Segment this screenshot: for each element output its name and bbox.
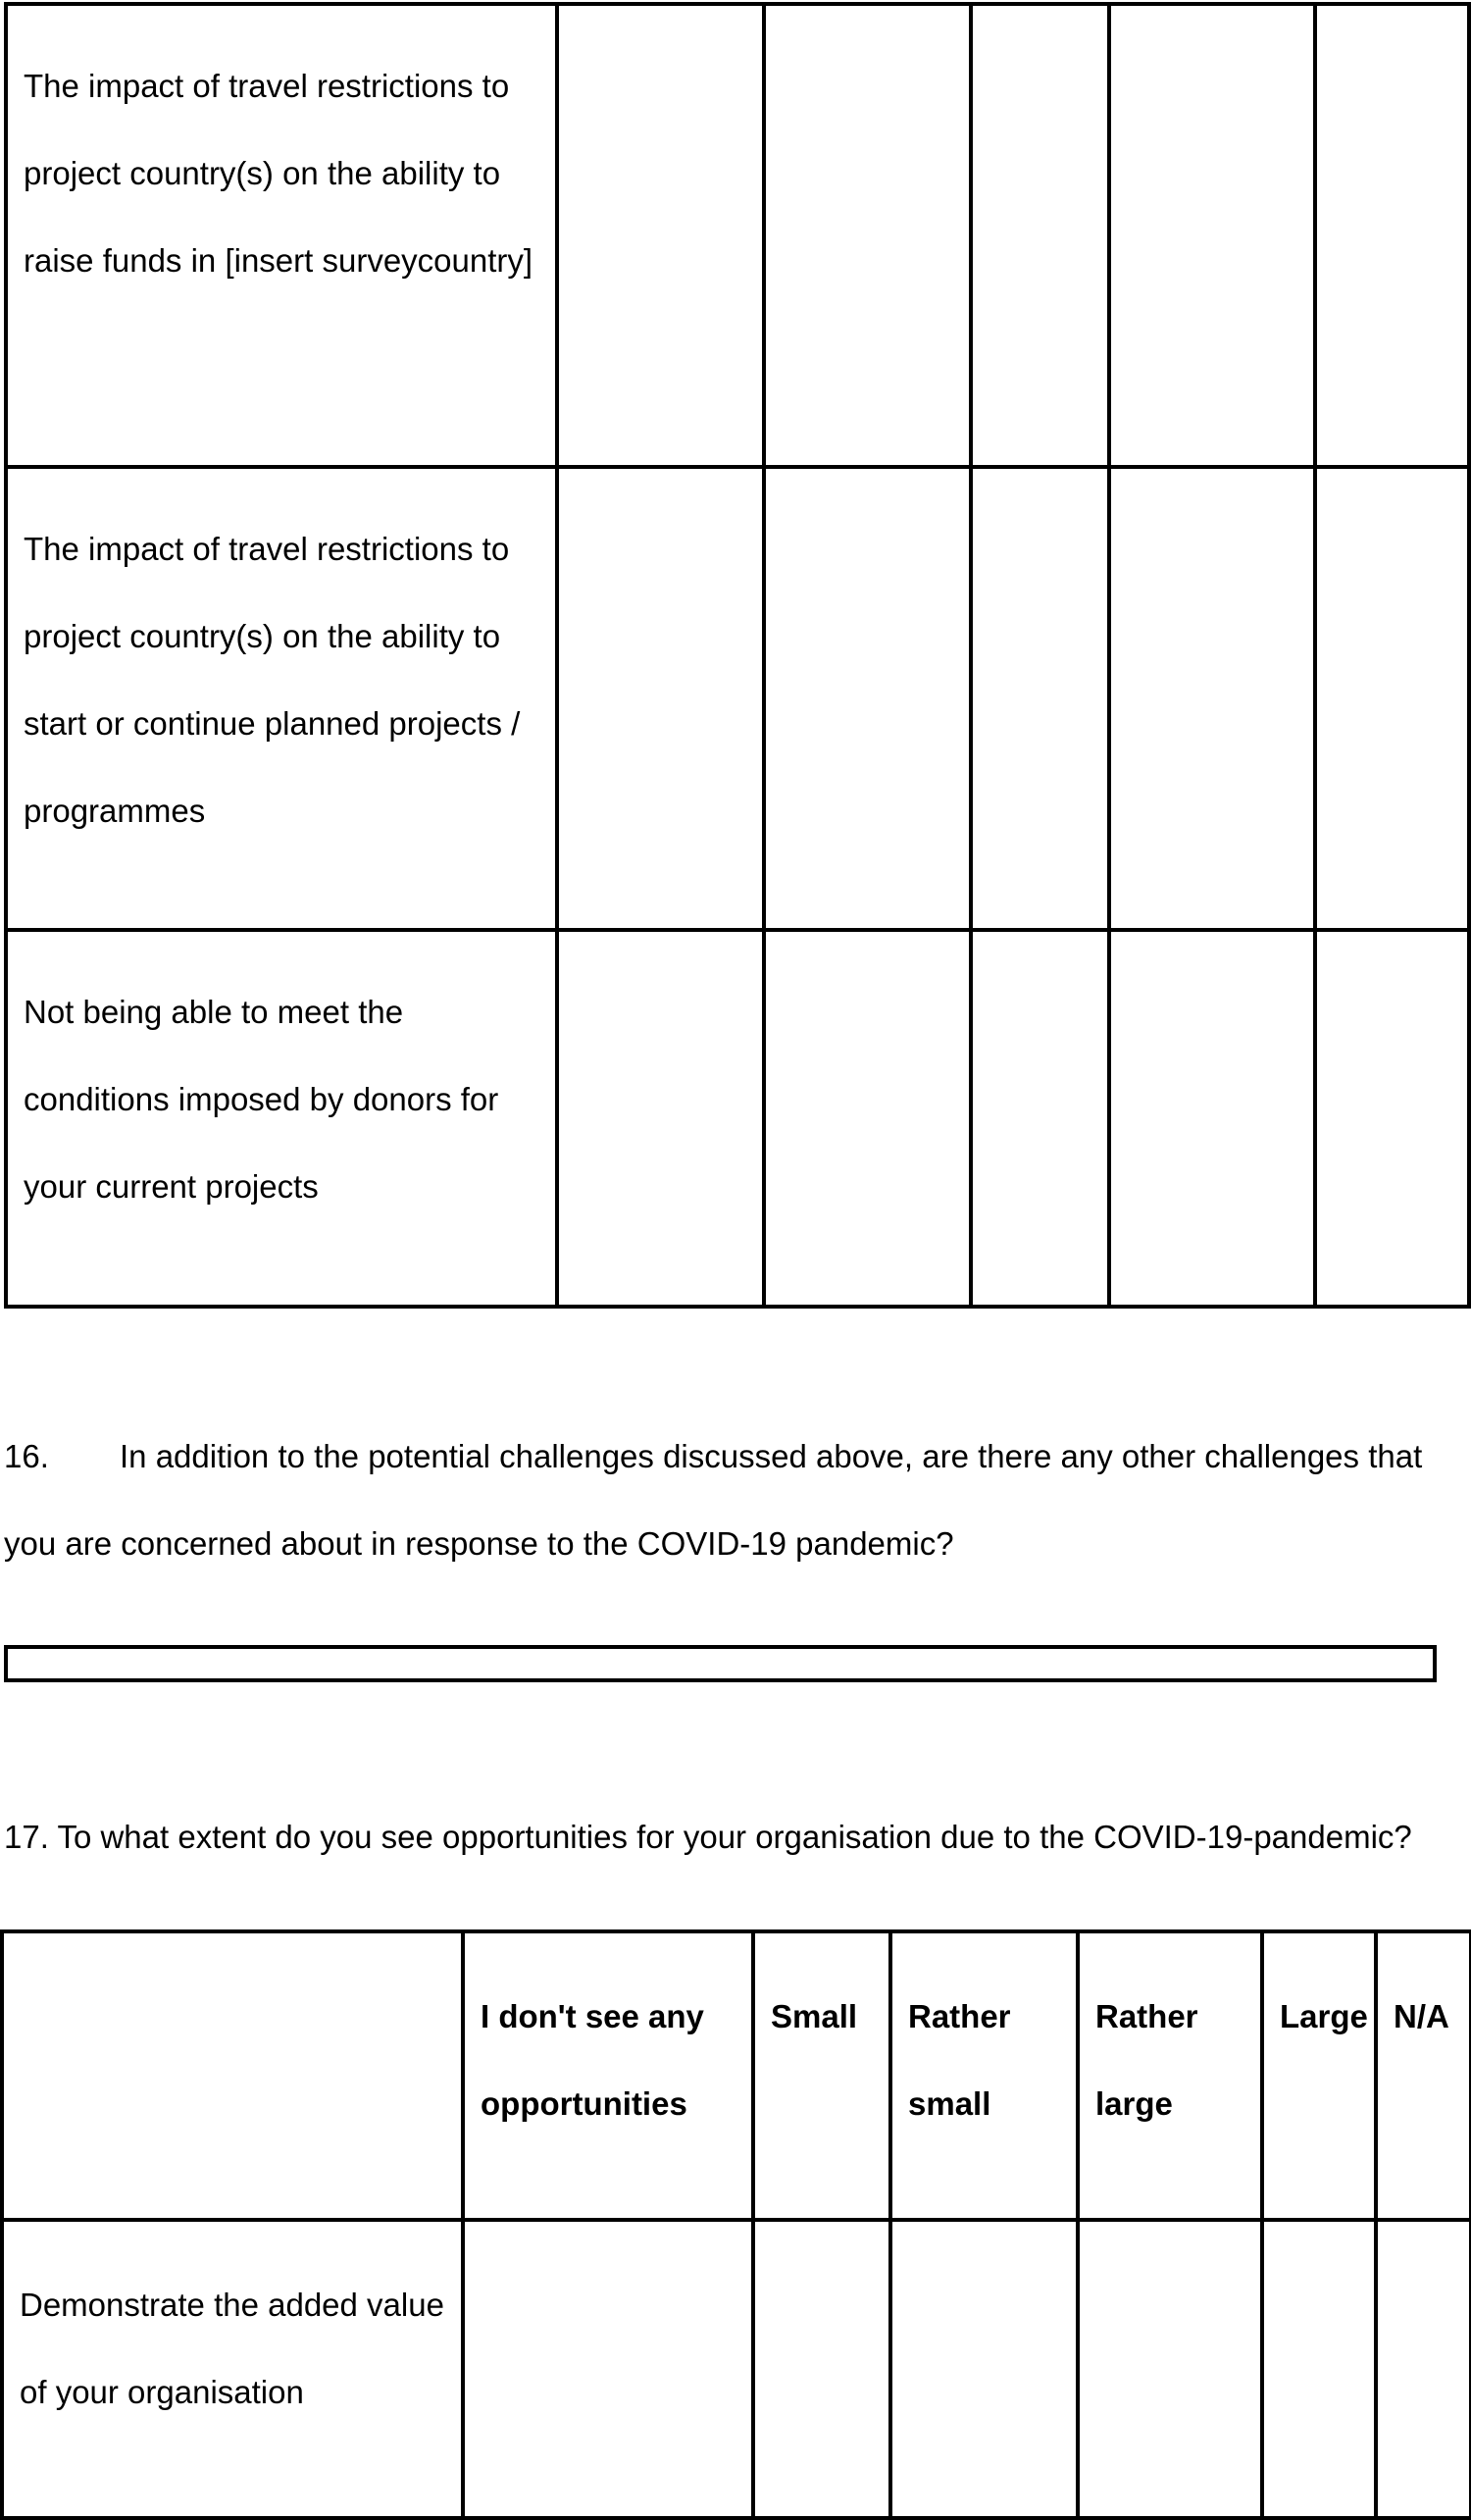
rating-cell[interactable] [1315, 930, 1469, 1307]
row-label: Not being able to meet the conditions imposed by donors for your current projects [24, 994, 499, 1205]
column-header: Small [753, 1931, 890, 2220]
table-row [6, 930, 1469, 1307]
other-challenges-input[interactable] [4, 1645, 1437, 1682]
rating-cell[interactable] [1262, 2220, 1376, 2518]
rating-cell[interactable] [1315, 467, 1469, 930]
table-row [6, 467, 1469, 930]
rating-cell[interactable] [764, 930, 971, 1307]
column-header: Large [1262, 1931, 1376, 2220]
question-17: 17. To what extent do you see opportunities for your organisation due to the COVID-19-pandemic? [4, 1819, 1412, 1855]
rating-cell[interactable] [890, 2220, 1078, 2518]
question-number: 16. [4, 1438, 49, 1474]
rating-cell[interactable] [971, 930, 1109, 1307]
row-label-cell [6, 4, 557, 467]
row-label-cell [2, 2220, 463, 2518]
row-label: Demonstrate the added value of your organisation [20, 2287, 444, 2410]
table-header-row [2, 1931, 1471, 2220]
rating-cell[interactable] [463, 2220, 753, 2518]
rating-cell[interactable] [1078, 2220, 1262, 2518]
rating-cell[interactable] [1109, 467, 1315, 930]
rating-cell[interactable] [557, 930, 764, 1307]
rating-cell[interactable] [764, 467, 971, 930]
column-header: N/A [1376, 1931, 1471, 2220]
table-row [2, 2220, 1471, 2518]
rating-cell[interactable] [971, 4, 1109, 467]
opportunities-table [0, 1929, 1471, 2520]
rating-cell[interactable] [753, 2220, 890, 2518]
challenges-table [4, 2, 1471, 1309]
row-label: The impact of travel restrictions to project country(s) on the ability to start or continue planned projects / programmes [24, 531, 521, 829]
column-header: Rather large [1078, 1931, 1262, 2220]
rating-cell[interactable] [971, 467, 1109, 930]
row-label-cell [6, 467, 557, 930]
rating-cell[interactable] [764, 4, 971, 467]
question-text: In addition to the potential challenges discussed above, are there any other challenges that you are concerned about in response to the COVID-19 pandemic? [4, 1438, 1423, 1562]
header-empty-cell [2, 1931, 463, 2220]
row-label: The impact of travel restrictions to project country(s) on the ability to raise funds in [insert surveycountry] [24, 68, 533, 279]
rating-cell[interactable] [557, 467, 764, 930]
rating-cell[interactable] [1315, 4, 1469, 467]
rating-cell[interactable] [1109, 4, 1315, 467]
rating-cell[interactable] [557, 4, 764, 467]
rating-cell[interactable] [1376, 2220, 1471, 2518]
column-header: Rather small [890, 1931, 1078, 2220]
table-row [6, 4, 1469, 467]
rating-cell[interactable] [1109, 930, 1315, 1307]
question-16 [4, 1413, 1465, 1587]
row-label-cell [6, 930, 557, 1307]
column-header: I don't see any opportunities [463, 1931, 753, 2220]
